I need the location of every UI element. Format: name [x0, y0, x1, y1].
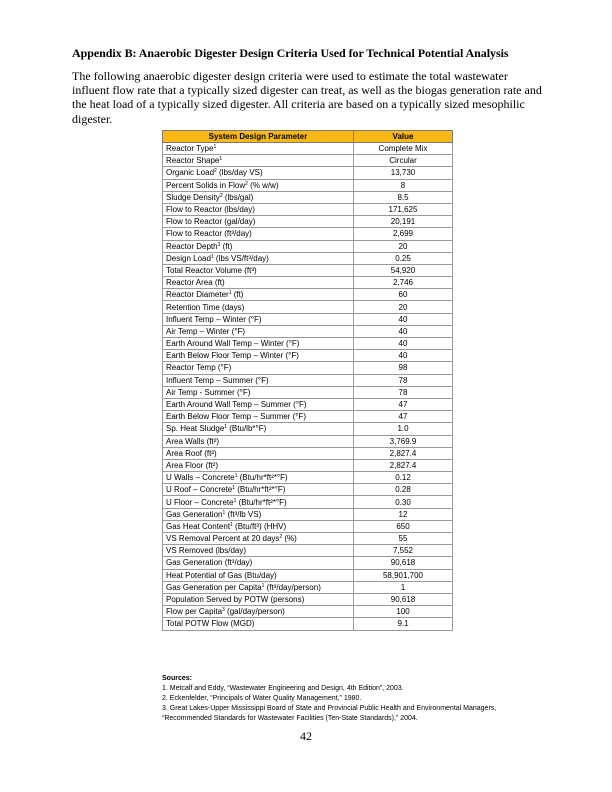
value-cell: 1 — [354, 581, 453, 593]
sources-title: Sources: — [162, 675, 192, 682]
value-cell: 78 — [354, 374, 453, 386]
parameter-unit: (gal/day/person) — [224, 607, 285, 617]
parameter-cell — [163, 496, 354, 508]
footnote-reference: 3 — [217, 241, 221, 248]
value-cell: 60 — [354, 289, 453, 301]
parameter-unit: (Btu/hr*ft²*°F) — [236, 497, 287, 507]
value-cell: 40 — [354, 325, 453, 337]
table-row — [163, 569, 453, 581]
value-cell: 9.1 — [354, 618, 453, 630]
parameter-cell — [163, 557, 354, 569]
parameter-label: Sludge Density — [166, 192, 220, 202]
parameter-label: Total Reactor Volume (ft³) — [166, 265, 257, 275]
parameter-cell — [163, 411, 354, 423]
parameter-label: Population Served by POTW (persons) — [166, 595, 305, 605]
parameter-cell — [163, 289, 354, 301]
table-row — [163, 581, 453, 593]
table-row — [163, 484, 453, 496]
value-cell: 90,618 — [354, 593, 453, 605]
intro-paragraph: The following anaerobic digester design criteria were used to estimate the total wastewater influent flow rate that a typically sized digester can treat, as well as the biogas generation rate and the heat load of a typically sized digester. All criteria are based on a typically sized mesophilic digester. — [72, 69, 542, 126]
parameter-cell — [163, 240, 354, 252]
table-row — [163, 545, 453, 557]
table-row — [163, 618, 453, 630]
table-row — [163, 520, 453, 532]
parameter-unit: (ft³/lb VS) — [225, 509, 262, 519]
parameter-unit: (%) — [282, 534, 297, 544]
value-cell: 100 — [354, 606, 453, 618]
table-row — [163, 398, 453, 410]
parameter-cell — [163, 191, 354, 203]
parameter-cell — [163, 484, 354, 496]
parameter-label: Flow to Reactor (lbs/day) — [166, 205, 255, 215]
parameter-cell — [163, 423, 354, 435]
table-row — [163, 191, 453, 203]
parameter-cell — [163, 167, 354, 179]
parameter-label: U Floor – Concrete — [166, 497, 234, 507]
parameter-label: Percent Solids in Flow — [166, 180, 246, 190]
parameter-cell — [163, 435, 354, 447]
parameter-label: Area Floor (ft²) — [166, 460, 219, 470]
value-cell: Circular — [354, 155, 453, 167]
parameter-cell — [163, 203, 354, 215]
parameter-cell — [163, 386, 354, 398]
parameter-cell — [163, 398, 354, 410]
parameter-label: VS Removed (lbs/day) — [166, 546, 247, 556]
parameter-cell — [163, 593, 354, 605]
parameter-label: Reactor Shape — [166, 156, 220, 166]
table-row — [163, 301, 453, 313]
value-cell: 171,625 — [354, 203, 453, 215]
value-cell: 20 — [354, 301, 453, 313]
value-cell: 20 — [354, 240, 453, 252]
parameter-label: Influent Temp – Summer (°F) — [166, 375, 269, 385]
parameter-label: Air Temp - Summer (°F) — [166, 387, 251, 397]
footnote-reference: 2 — [219, 192, 223, 199]
parameter-unit: (ft) — [231, 290, 244, 300]
value-cell: 40 — [354, 338, 453, 350]
value-cell: 98 — [354, 362, 453, 374]
value-cell: 20,191 — [354, 216, 453, 228]
table-row — [163, 240, 453, 252]
parameter-unit: (Btu/ft³) (HHV) — [232, 521, 287, 531]
value-cell: 55 — [354, 533, 453, 545]
value-cell: 8.5 — [354, 191, 453, 203]
parameter-cell — [163, 313, 354, 325]
value-cell: 13,730 — [354, 167, 453, 179]
parameter-label: Reactor Depth — [166, 241, 218, 251]
parameter-cell — [163, 143, 354, 155]
value-cell: 47 — [354, 411, 453, 423]
parameter-cell — [163, 325, 354, 337]
parameter-label: Total POTW Flow (MGD) — [166, 619, 255, 629]
footnote-reference: 1 — [234, 473, 238, 480]
table-row — [163, 606, 453, 618]
value-cell: 54,920 — [354, 264, 453, 276]
table-row — [163, 167, 453, 179]
parameter-cell — [163, 228, 354, 240]
footnote-reference: 2 — [214, 168, 217, 175]
parameter-label: Organic Load — [166, 168, 215, 178]
footnote-reference: 1 — [213, 144, 217, 151]
value-cell: 40 — [354, 350, 453, 362]
table-row — [163, 459, 453, 471]
page-number: 42 — [300, 729, 312, 743]
parameter-label: Earth Around Wall Temp – Summer (°F) — [166, 400, 307, 410]
footnote-reference: 1 — [222, 509, 226, 516]
parameter-label: Gas Generation per Capita — [166, 582, 262, 592]
table-row — [163, 593, 453, 605]
footnote-reference: 1 — [219, 156, 223, 163]
design-criteria-table — [162, 130, 453, 631]
footnote-reference: 1 — [233, 497, 237, 504]
table-row — [163, 447, 453, 459]
parameter-label: Retention Time (days) — [166, 302, 245, 312]
value-cell: 0.25 — [354, 252, 453, 264]
parameter-unit: (lbs VS/ft³/day) — [213, 253, 269, 263]
value-cell: 1.0 — [354, 423, 453, 435]
value-cell: 2,827.4 — [354, 459, 453, 471]
parameter-label: Earth Below Floor Temp – Summer (°F) — [166, 412, 306, 422]
value-cell: 78 — [354, 386, 453, 398]
parameter-label: U Roof – Concrete — [166, 485, 233, 495]
parameter-cell — [163, 447, 354, 459]
parameter-label: Air Temp – Winter (°F) — [166, 326, 246, 336]
value-cell: 0.12 — [354, 472, 453, 484]
parameter-cell — [163, 362, 354, 374]
parameter-cell — [163, 606, 354, 618]
parameter-label: Reactor Area (ft) — [166, 278, 225, 288]
table-row — [163, 143, 453, 155]
table-row — [163, 313, 453, 325]
parameter-label: Heat Potential of Gas (Btu/day) — [166, 570, 277, 580]
table-row — [163, 411, 453, 423]
table-row — [163, 496, 453, 508]
source-item: 2. Eckenfelder, “Principals of Water Quality Management,” 1980. — [162, 695, 362, 702]
appendix-heading: Appendix B: Anaerobic Digester Design Criteria Used for Technical Potential Analysis — [72, 46, 509, 60]
value-cell: 7,552 — [354, 545, 453, 557]
table-row — [163, 203, 453, 215]
parameter-label: Sp. Heat Sludge — [166, 424, 225, 434]
parameter-cell — [163, 569, 354, 581]
table-row — [163, 155, 453, 167]
value-cell: 2,746 — [354, 277, 453, 289]
table-row — [163, 557, 453, 569]
value-cell: 0.28 — [354, 484, 453, 496]
value-cell: 2,699 — [354, 228, 453, 240]
table-row — [163, 216, 453, 228]
source-item: 3. Great Lakes-Upper Mississippi Board of State and Provincial Public Health and Environmental Managers, — [162, 705, 497, 712]
table-row — [163, 179, 453, 191]
value-cell: Complete Mix — [354, 143, 453, 155]
parameter-label: Flow per Capita — [166, 607, 223, 617]
parameter-label: U Walls – Concrete — [166, 473, 235, 483]
parameter-cell — [163, 472, 354, 484]
parameter-label: Design Load — [166, 253, 211, 263]
table-row — [163, 252, 453, 264]
parameter-label: Area Walls (ft²) — [166, 436, 220, 446]
value-cell: 47 — [354, 398, 453, 410]
parameter-unit: (Btu/lb*°F) — [227, 424, 267, 434]
value-cell: 90,618 — [354, 557, 453, 569]
footnote-reference: 3 — [222, 607, 225, 614]
parameter-cell — [163, 533, 354, 545]
parameter-unit: (ft³/day/person) — [264, 582, 321, 592]
parameter-label: Reactor Temp (°F) — [166, 363, 232, 373]
table-row — [163, 350, 453, 362]
footnote-reference: 2 — [279, 534, 283, 541]
footnote-reference: 1 — [232, 485, 236, 492]
parameter-cell — [163, 301, 354, 313]
parameter-label: Earth Below Floor Temp – Winter (°F) — [166, 351, 299, 361]
parameter-cell — [163, 545, 354, 557]
parameter-unit: (Btu/hr*ft²*°F) — [235, 485, 286, 495]
parameter-cell — [163, 350, 354, 362]
parameter-cell — [163, 179, 354, 191]
value-cell: 8 — [354, 179, 453, 191]
parameter-label: Area Roof (ft²) — [166, 448, 217, 458]
value-cell: 40 — [354, 313, 453, 325]
parameter-label: Flow to Reactor (ft³/day) — [166, 229, 252, 239]
footnote-reference: 2 — [245, 180, 248, 187]
parameter-unit: (ft) — [220, 241, 233, 251]
footnote-reference: 1 — [230, 521, 233, 528]
parameter-label: Earth Around Wall Temp – Winter (°F) — [166, 339, 300, 349]
parameter-cell — [163, 618, 354, 630]
value-cell: 3,769.9 — [354, 435, 453, 447]
value-cell: 2,827.4 — [354, 447, 453, 459]
parameter-cell — [163, 338, 354, 350]
parameter-label: Flow to Reactor (gal/day) — [166, 217, 256, 227]
table-row — [163, 435, 453, 447]
parameter-cell — [163, 581, 354, 593]
parameter-cell — [163, 216, 354, 228]
parameter-cell — [163, 508, 354, 520]
table-body — [163, 143, 453, 631]
footnote-reference: 1 — [224, 424, 228, 431]
table-row — [163, 289, 453, 301]
value-cell: 58,901,700 — [354, 569, 453, 581]
parameter-cell — [163, 374, 354, 386]
parameter-label: Gas Generation — [166, 509, 223, 519]
parameter-unit: (% w/w) — [247, 180, 279, 190]
parameter-label: Influent Temp – Winter (°F) — [166, 314, 262, 324]
table-row — [163, 362, 453, 374]
parameter-unit: (Btu/hr*ft²*°F) — [237, 473, 288, 483]
column-header-parameter: System Design Parameter — [163, 131, 354, 143]
value-cell: 12 — [354, 508, 453, 520]
table-row — [163, 533, 453, 545]
table-row — [163, 472, 453, 484]
parameter-label: VS Removal Percent at 20 days — [166, 534, 280, 544]
parameter-cell — [163, 459, 354, 471]
value-cell: 0.30 — [354, 496, 453, 508]
table-row — [163, 423, 453, 435]
table-row — [163, 374, 453, 386]
parameter-label: Reactor Type — [166, 144, 214, 154]
source-item: 1. Metcalf and Eddy, “Wastewater Engineering and Design, 4th Edition”, 2003. — [162, 685, 404, 692]
table-row — [163, 325, 453, 337]
parameter-label: Gas Generation (ft³/day) — [166, 558, 253, 568]
sources-block — [162, 674, 562, 724]
parameter-cell — [163, 520, 354, 532]
parameter-cell — [163, 155, 354, 167]
parameter-label: Reactor Diameter — [166, 290, 229, 300]
table-row — [163, 338, 453, 350]
parameter-label: Gas Heat Content — [166, 521, 231, 531]
parameter-cell — [163, 277, 354, 289]
value-cell: 650 — [354, 520, 453, 532]
table-header-row — [163, 131, 453, 143]
parameter-cell — [163, 264, 354, 276]
parameter-unit: (lbs/gal) — [222, 192, 254, 202]
column-header-value: Value — [354, 131, 453, 143]
footnote-reference: 1 — [261, 582, 265, 589]
table-row — [163, 508, 453, 520]
table-row — [163, 277, 453, 289]
parameter-cell — [163, 252, 354, 264]
table-row — [163, 386, 453, 398]
table-row — [163, 264, 453, 276]
parameter-unit: (lbs/day VS) — [216, 168, 263, 178]
footnote-reference: 1 — [210, 253, 214, 260]
footnote-reference: 1 — [228, 290, 232, 297]
table-row — [163, 228, 453, 240]
source-item: “Recommended Standards for Wastewater Facilities (Ten-State Standards),” 2004. — [162, 715, 418, 722]
